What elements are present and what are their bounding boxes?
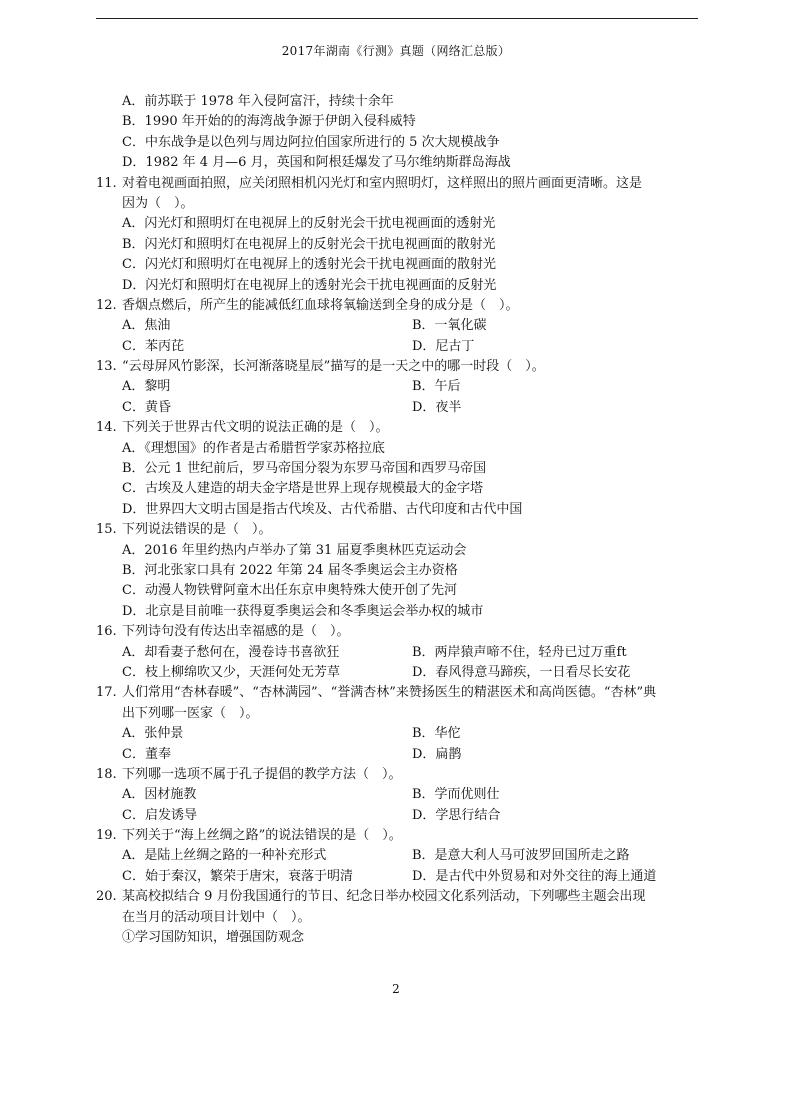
q18-option-c: C．启发诱导 [122, 807, 197, 823]
q18-stem-text: 下列哪一选项不属于孔子提倡的教学方法（ ）。 [122, 766, 402, 782]
q13-number: 13. [96, 359, 117, 375]
q16-stem-text: 下列诗句没有传达出幸福感的是（ ）。 [122, 624, 350, 640]
q15-stem-text: 下列说法错误的是（ ）。 [122, 522, 272, 538]
q17-option-a: A．张仲景 [122, 726, 184, 742]
q10-option-a: A．前苏联于 1978 年入侵阿富汗，持续十余年 [122, 94, 394, 109]
q11-option-c: C．闪光灯和照明灯在电视屏上的透射光会干扰电视画面的散射光 [122, 257, 496, 273]
q19-number: 19. [96, 828, 117, 844]
question-list [96, 92, 706, 948]
q19-stem [96, 826, 706, 846]
q11-stem-text: 对着电视画面拍照，应关闭照相机闪光灯和室内照明灯，这样照出的照片画面更清晰。这是 [122, 175, 643, 191]
q16-number: 16. [96, 624, 117, 640]
q15-number: 15. [96, 522, 117, 538]
q16-option-d: D．春风得意马蹄疾，一日看尽长安花 [412, 664, 631, 680]
q20-stem-cont: 在当月的活动项目计划中（ ）。 [122, 909, 311, 925]
q17-option-b: B．华佗 [412, 726, 461, 742]
q20-stem-text: 某高校拟结合 9 月份我国通行的节日、纪念日举办校园文化系列活动，下列哪些主题会出现 [122, 889, 646, 905]
q12-options-row-1 [96, 316, 706, 336]
q16-stem [96, 622, 706, 642]
q13-option-a: A．黎明 [122, 379, 171, 395]
q19-option-a: A．是陆上丝绸之路的一种补充形式 [122, 848, 327, 864]
page-header: 2017年湖南《行测》真题（网络汇总版） [281, 44, 511, 58]
q18-options-row-1 [96, 785, 706, 805]
q18-option-a: A．因材施教 [122, 787, 197, 803]
q15-option-b: B．河北张家口具有 2022 年第 24 届冬季奥运会主办资格 [122, 562, 458, 578]
q12-stem-text: 香烟点燃后，所产生的能减低红血球将氧输送到全身的成分是（ ）。 [122, 297, 519, 313]
q13-stem-text: “云母屏风竹影深，长河渐落晓星辰”描写的是一天之中的哪一时段（ ）。 [122, 359, 545, 375]
q17-number: 17. [96, 685, 117, 701]
q13-options-row-1 [96, 377, 706, 397]
q19-option-d: D．是古代中外贸易和对外交往的海上通道 [412, 868, 657, 884]
q20-item-1: ①学习国防知识，增强国防观念 [122, 930, 305, 946]
q17-option-d: D．扁鹊 [412, 746, 462, 762]
q11-option-d: D．闪光灯和照明灯在电视屏上的透射光会干扰电视画面的反射光 [122, 277, 497, 293]
q12-options-row-2 [96, 337, 706, 357]
q16-option-a: A．却看妻子愁何在，漫卷诗书喜欲狂 [122, 644, 340, 660]
q18-stem [96, 765, 706, 785]
q17-option-c: C．董奉 [122, 746, 171, 762]
q18-options-row-2 [96, 806, 706, 826]
q16-options-row-2 [96, 663, 706, 683]
q12-option-b: B．一氧化碳 [412, 318, 487, 334]
q14-option-a: A．《理想国》的作者是古希腊哲学家苏格拉底 [122, 440, 385, 456]
q11-option-b: B．闪光灯和照明灯在电视屏上的反射光会干扰电视画面的散射光 [122, 236, 496, 252]
q16-option-c: C．枝上柳绵吹又少，天涯何处无芳草 [122, 664, 340, 680]
q15-option-a: A．2016 年里约热内卢举办了第 31 届夏季奥林匹克运动会 [122, 542, 467, 558]
q16-option-b: B．两岸猿声啼不住，轻舟已过万重ft [412, 644, 627, 660]
q19-option-b: B．是意大利人马可波罗回国所走之路 [412, 848, 630, 864]
q11-stem-cont: 因为（ ）。 [122, 195, 194, 211]
q12-option-d: D．尼古丁 [412, 338, 475, 354]
q17-stem-cont: 出下列哪一医家（ ）。 [122, 705, 259, 721]
q11-option-a: A．闪光灯和照明灯在电视屏上的反射光会干扰电视画面的透射光 [122, 216, 496, 232]
q14-option-c: C．古埃及人建造的胡夫金字塔是世界上现存规模最大的金字塔 [122, 481, 483, 497]
q14-stem [96, 418, 706, 438]
q13-option-b: B．午后 [412, 379, 461, 395]
q15-stem [96, 520, 706, 540]
q14-number: 14. [96, 420, 117, 436]
q19-stem-text: 下列关于“海上丝绸之路”的说法错误的是（ ）。 [122, 828, 402, 844]
q20-stem [96, 887, 706, 907]
q16-options-row-1 [96, 643, 706, 663]
q14-option-b: B．公元 1 世纪前后，罗马帝国分裂为东罗马帝国和西罗马帝国 [122, 461, 487, 477]
q13-options-row-2 [96, 398, 706, 418]
q18-option-b: B．学而优则仕 [412, 787, 500, 803]
q18-number: 18. [96, 766, 117, 782]
q10-option-c: C．中东战争是以色列与周边阿拉伯国家所进行的 5 次大规模战争 [122, 134, 500, 150]
q12-option-c: C．苯丙芘 [122, 338, 184, 354]
q12-number: 12. [96, 297, 117, 313]
q17-options-row-1 [96, 724, 706, 744]
q13-option-d: D．夜半 [412, 399, 462, 415]
q14-option-d: D．世界四大文明古国是指古代埃及、古代希腊、古代印度和古代中国 [122, 501, 523, 517]
q17-stem [96, 683, 706, 703]
q10-option-d: D．1982 年 4 月—6 月，英国和阿根廷爆发了马尔维纳斯群岛海战 [122, 155, 511, 171]
q11-number: 11. [96, 175, 117, 191]
q15-option-c: C．动漫人物铁臂阿童木出任东京申奥特殊大使开创了先河 [122, 583, 457, 599]
q19-options-row-2 [96, 867, 706, 887]
q18-option-d: D．学思行结合 [412, 807, 501, 823]
q19-option-c: C．始于秦汉，繁荣于唐宋，衰落于明清 [122, 868, 353, 884]
q10-option-b: B．1990 年开始的的海湾战争源于伊朗入侵科威特 [122, 114, 416, 130]
q11-stem [96, 174, 706, 194]
q17-options-row-2 [96, 745, 706, 765]
page-number: 2 [392, 982, 400, 996]
q14-stem-text: 下列关于世界古代文明的说法正确的是（ ）。 [122, 420, 389, 436]
q17-stem-text: 人们常用“杏林春暖”、“杏林满园”、“誉满杏林”来赞扬医生的精湛医术和高尚医德。“杏林”典 [122, 685, 657, 701]
q12-option-a: A．焦油 [122, 318, 171, 334]
header-rule [96, 18, 698, 19]
q12-stem [96, 296, 706, 316]
q13-option-c: C．黄昏 [122, 399, 171, 415]
q15-option-d: D．北京是目前唯一获得夏季奥运会和冬季奥运会举办权的城市 [122, 603, 484, 619]
q13-stem [96, 357, 706, 377]
q19-options-row-1 [96, 846, 706, 866]
q20-number: 20. [96, 889, 117, 905]
